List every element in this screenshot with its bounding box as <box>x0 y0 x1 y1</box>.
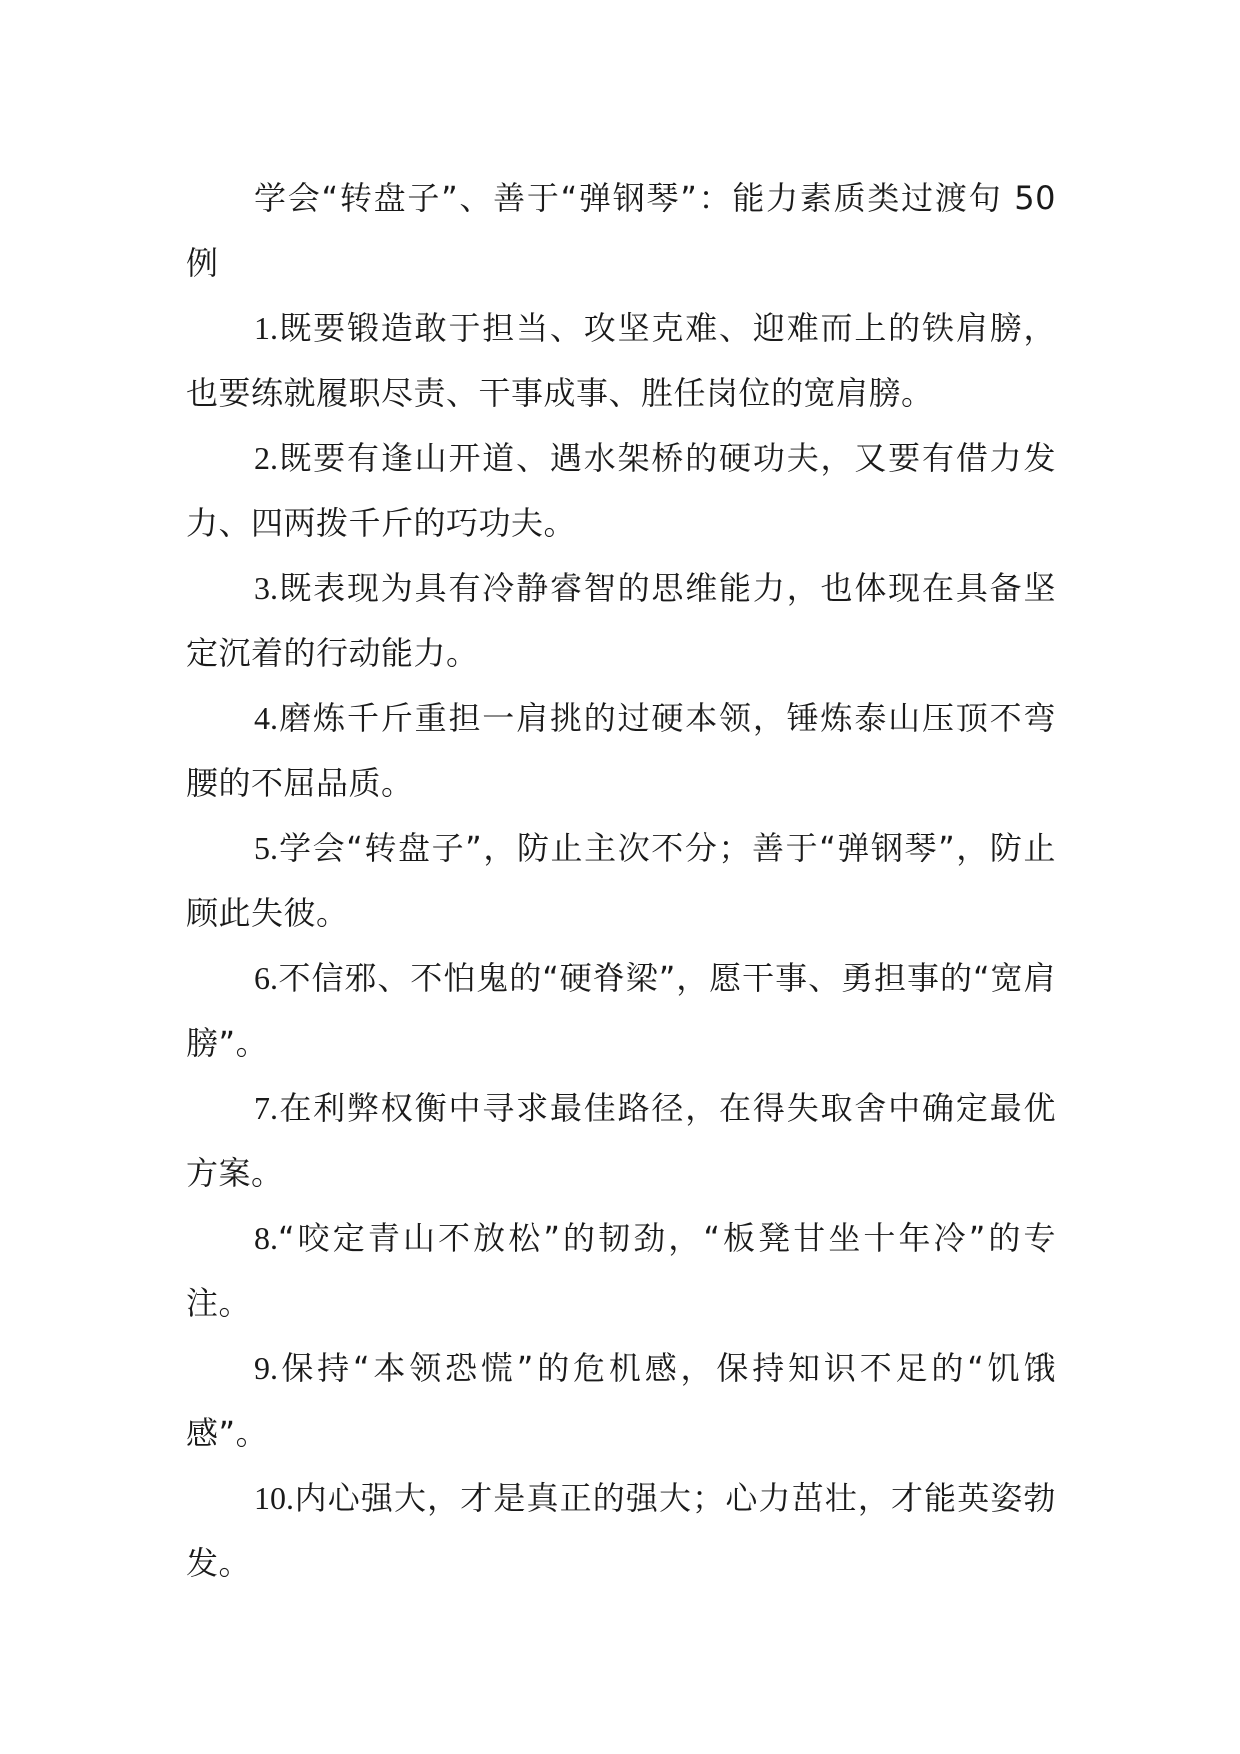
item-number: 9. <box>254 1350 278 1386</box>
item-text: 磨炼千斤重担一肩挑的过硬本领，锤炼泰山压顶不弯腰的不屈品质。 <box>186 699 1056 802</box>
list-item <box>186 296 1056 426</box>
item-text: 保持“本领恐慌”的危机感，保持知识不足的“饥饿感”。 <box>186 1349 1056 1452</box>
item-number: 10. <box>254 1480 294 1516</box>
item-text: 学会“转盘子”，防止主次不分；善于“弹钢琴”，防止顾此失彼。 <box>186 829 1056 932</box>
item-number: 3. <box>254 570 278 606</box>
document-title: 学会“转盘子”、善于“弹钢琴”：能力素质类过渡句 50 例 <box>186 179 1056 282</box>
list-item <box>186 686 1056 816</box>
item-text: 既要锻造敢于担当、攻坚克难、迎难而上的铁肩膀，也要练就履职尽责、干事成事、胜任岗位的宽肩膀。 <box>186 309 1056 412</box>
list-item <box>186 426 1056 556</box>
item-text: 既要有逢山开道、遇水架桥的硬功夫，又要有借力发力、四两拨千斤的巧功夫。 <box>186 439 1056 542</box>
list-item <box>186 1466 1056 1596</box>
item-number: 5. <box>254 830 278 866</box>
item-text: 内心强大，才是真正的强大；心力茁壮，才能英姿勃发。 <box>186 1479 1056 1582</box>
list-item <box>186 1206 1056 1336</box>
item-number: 7. <box>254 1090 278 1126</box>
document-page <box>186 166 1056 1596</box>
item-number: 6. <box>254 960 278 996</box>
item-text: 在利弊权衡中寻求最佳路径，在得失取舍中确定最优方案。 <box>186 1089 1056 1192</box>
item-text: 不信邪、不怕鬼的“硬脊梁”，愿干事、勇担事的“宽肩膀”。 <box>186 959 1056 1062</box>
list-item <box>186 816 1056 946</box>
item-number: 8. <box>254 1220 278 1256</box>
item-text: “咬定青山不放松”的韧劲，“板凳甘坐十年冷”的专注。 <box>186 1219 1056 1322</box>
item-text: 既表现为具有冷静睿智的思维能力，也体现在具备坚定沉着的行动能力。 <box>186 569 1056 672</box>
list-item <box>186 1076 1056 1206</box>
item-number: 4. <box>254 700 278 736</box>
list-item <box>186 946 1056 1076</box>
item-number: 1. <box>254 310 278 346</box>
item-number: 2. <box>254 440 278 476</box>
list-item <box>186 556 1056 686</box>
list-item <box>186 1336 1056 1466</box>
